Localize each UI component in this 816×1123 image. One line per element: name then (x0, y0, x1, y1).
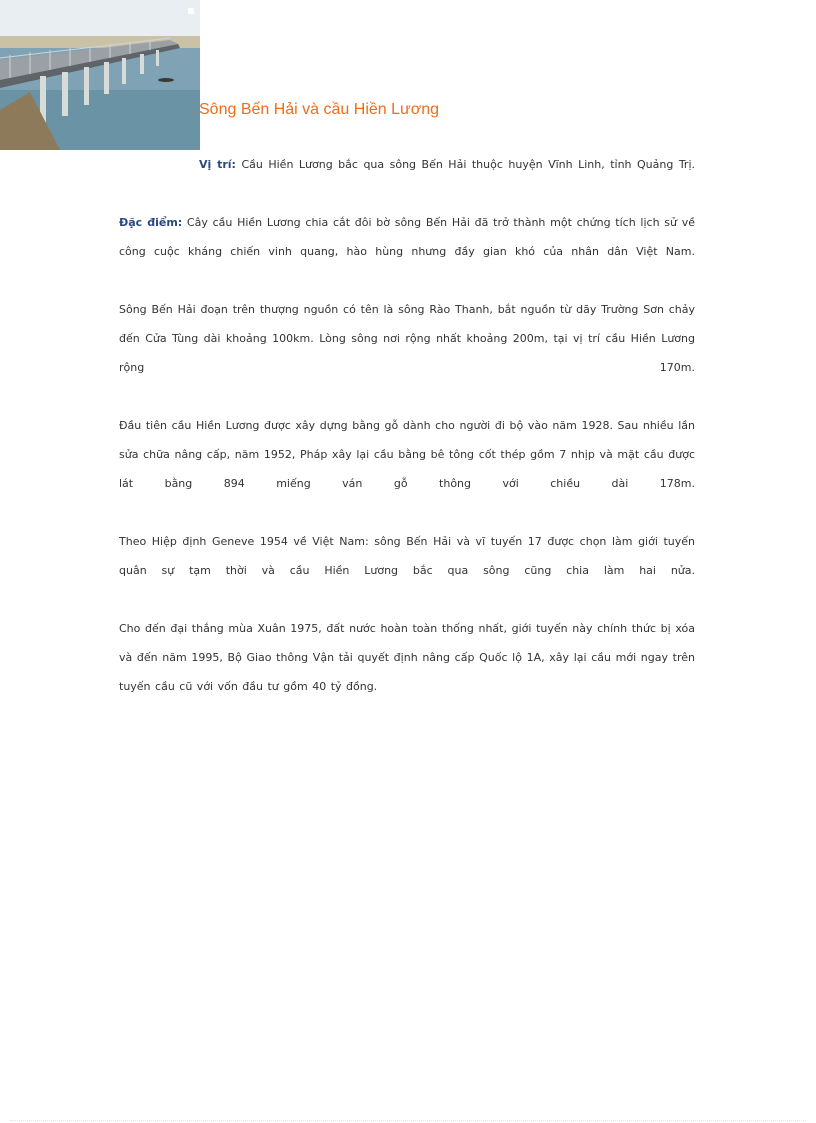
paragraph-location (119, 150, 695, 179)
bridge-image (0, 0, 200, 150)
footer-divider (10, 1120, 806, 1121)
bridge-photo (0, 0, 200, 150)
paragraph-geneva: Theo Hiệp định Geneve 1954 về Việt Nam: sông Bến Hải và vĩ tuyến 17 được chọn làm giới tuyến quân sự tạm thời và cầu Hiền Lương bắc qua sông cũng chia làm hai nửa. (119, 535, 695, 577)
label-location: Vị trí: (199, 158, 236, 171)
paragraph-text: Cầu Hiền Lương bắc qua sông Bến Hải thuộc huyện Vĩnh Linh, tỉnh Quảng Trị. (235, 158, 695, 171)
article-body (119, 150, 695, 701)
page-title: Sông Bến Hải và cầu Hiền Lương (199, 101, 440, 118)
paragraph-features (119, 208, 695, 266)
paragraph-text: Cây cầu Hiền Lương chia cắt đôi bờ sông Bến Hải đã trở thành một chứng tích lịch sử về công cuộc kháng chiến vinh quang, hào hùng nhưng đầy gian khó của nhân dân Việt Nam. (119, 216, 695, 258)
paragraph-river: Sông Bến Hải đoạn trên thượng nguồn có tên là sông Rào Thanh, bắt nguồn từ dãy Trường Sơn chảy đến Cửa Tùng dài khoảng 100km. Lòng sông nơi rộng nhất khoảng 200m, tại vị trí cầu Hiền Lương rộng 170m. (119, 303, 695, 374)
paragraph-construction: Đầu tiên cầu Hiền Lương được xây dựng bằng gỗ dành cho người đi bộ vào năm 1928. Sau nhiều lần sửa chữa nâng cấp, năm 1952, Pháp xây lại cầu bằng bê tông cốt thép gồm 7 nhịp và mặt cầu được lát bằng 894 miếng ván gỗ thông với chiều dài 178m. (119, 419, 695, 490)
paragraph-reunification: Cho đến đại thắng mùa Xuân 1975, đất nước hoàn toàn thống nhất, giới tuyến này chính thức bị xóa và đến năm 1995, Bộ Giao thông Vận tải quyết định nâng cấp Quốc lộ 1A, xây lại cầu mới ngay trên tuyến cầu cũ với vốn đầu tư gồm 40 tỷ đồng. (119, 622, 695, 693)
label-features: Đặc điểm: (119, 216, 183, 229)
